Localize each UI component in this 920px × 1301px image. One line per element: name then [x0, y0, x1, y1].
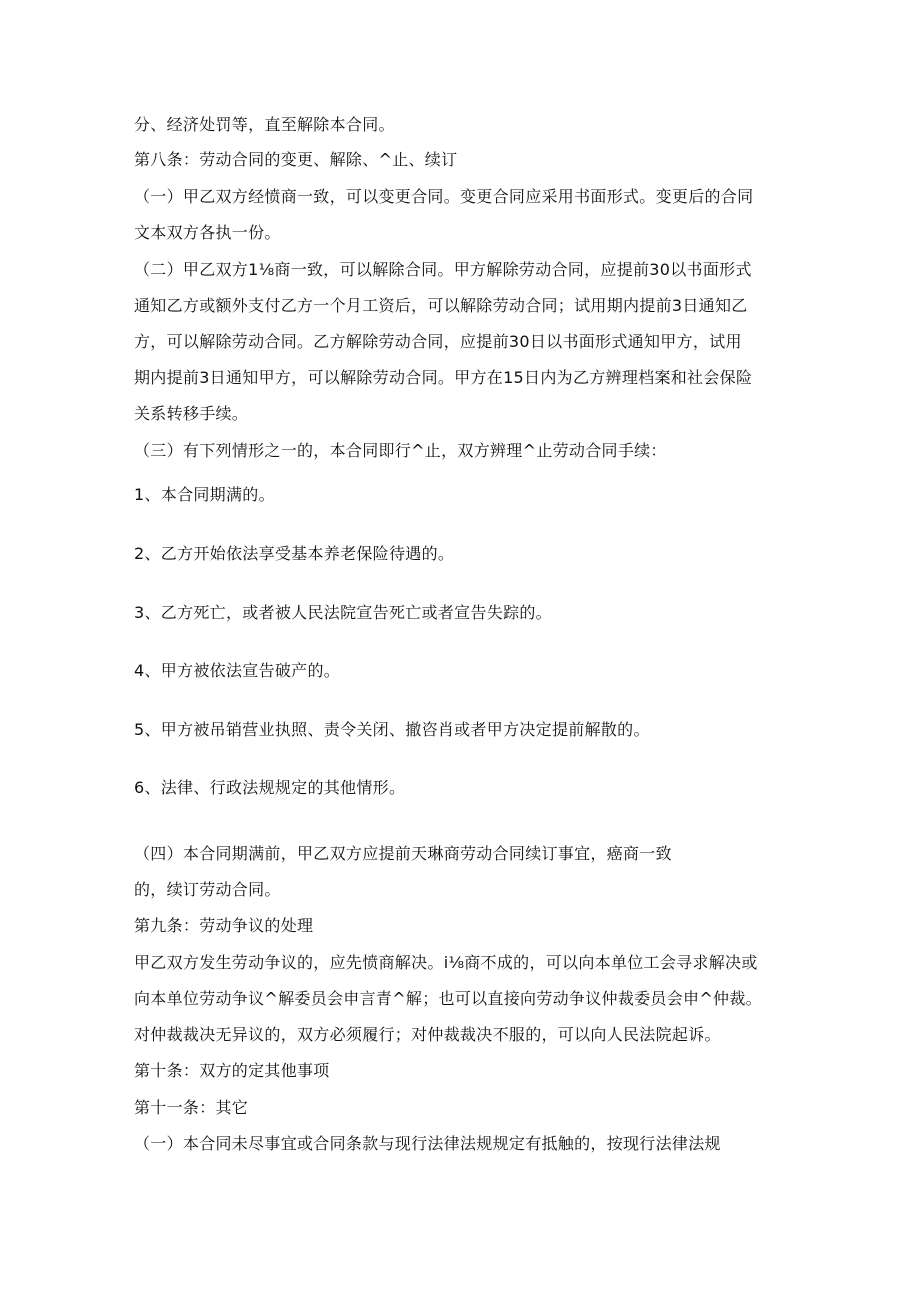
text-line: （二）甲乙双方1⅛商一致，可以解除合同。甲方解除劳动合同，应提前30以书面形式: [134, 260, 752, 279]
list-item: 4、甲方被依法宣告破产的。: [134, 661, 341, 680]
list-item: 2、乙方开始依法享受基本养老保险待遇的。: [134, 544, 455, 563]
text-line: （四）本合同期满前，甲乙双方应提前天琳商劳动合同续订事宜，癌商一致: [134, 844, 672, 863]
section-heading: 第十条：双方的定其他事项: [134, 1061, 330, 1080]
section-heading: 第十一条：其它: [134, 1098, 249, 1117]
list-item: 5、甲方被吊销营业执照、责令关闭、撤咨肖或者甲方决定提前解散的。: [134, 720, 650, 739]
text-line: 关系转移手续。: [134, 404, 249, 423]
text-line: 向本单位劳动争议^解委员会申言青^解；也可以直接向劳动争议仲裁委员会申^仲裁。: [134, 989, 762, 1008]
text-line: （三）有下列情形之一的，本合同即行^止，双方辨理^止劳动合同手续：: [134, 441, 667, 460]
text-line: 甲乙双方发生劳动争议的，应先愤商解决。i⅛商不成的，可以向本单位工会寻求解决或: [134, 953, 758, 972]
section-heading: 第八条：劳动合同的变更、解除、^止、续订: [134, 150, 458, 169]
text-line: 通知乙方或额外支付乙方一个月工资后，可以解除劳动合同；试用期内提前3日通知乙: [134, 296, 748, 315]
list-item: 3、乙方死亡，或者被人民法院宣告死亡或者宣告失踪的。: [134, 603, 552, 622]
text-line: （一）甲乙双方经愤商一致，可以变更合同。变更合同应采用书面形式。变更后的合同: [134, 187, 754, 206]
text-line: 文本双方各执一份。: [134, 223, 281, 242]
text-line: 对仲裁裁决无异议的，双方必须履行；对仲裁裁决不服的，可以向人民法院起诉。: [134, 1025, 721, 1044]
text-line: 分、经济处罚等，直至解除本合同。: [134, 115, 395, 134]
text-line: 方，可以解除劳动合同。乙方解除劳动合同，应提前30日以书面形式通知甲方，试用: [134, 332, 742, 351]
text-line: 的，续订劳动合同。: [134, 880, 281, 899]
text-line: （一）本合同未尽事宜或合同条款与现行法律法规规定有抵触的，按现行法律法规: [134, 1134, 721, 1153]
section-heading: 第九条：劳动争议的处理: [134, 916, 314, 935]
list-item: 6、法律、行政法规规定的其他情形。: [134, 778, 406, 797]
list-item: 1、本合同期满的。: [134, 485, 275, 504]
text-line: 期内提前3日通知甲方，可以解除劳动合同。甲方在15日内为乙方辨理档案和社会保险: [134, 368, 753, 387]
